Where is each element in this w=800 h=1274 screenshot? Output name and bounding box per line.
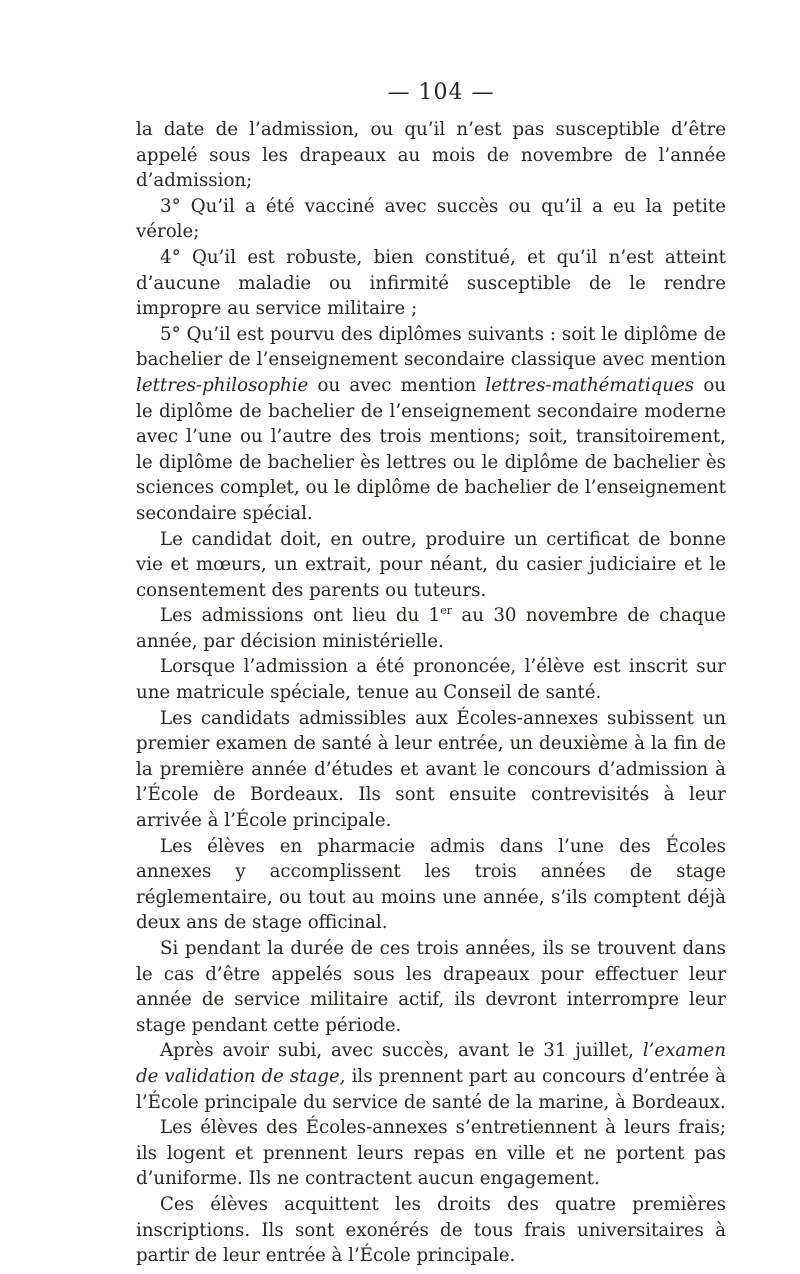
text-run: 5° Qu’il est pourvu des diplômes suivants : soit le diplôme de bachelier de l’enseignement secondaire classique avec mention [136,323,726,371]
text-run: Le candidat doit, en outre, produire un certificat de bonne vie et mœurs, un extrait, pour néant, du casier judiciaire et le consentement des parents ou tuteurs. [136,528,726,601]
text-run: la date de l’admission, ou qu’il n’est pas susceptible d’être appelé sous les drapeaux au mois de novembre de l’année d’admission; [136,119,726,192]
paragraph [136,1115,726,1192]
text-run: Les élèves des Écoles-annexes s’entretiennent à leurs frais; ils logent et prennent leurs repas en ville et ne portent pas d’uniforme. Ils ne contractent aucun engagement. [136,1117,726,1190]
text-run: Après avoir subi, avec succès, avant le 31 juillet, [160,1040,643,1062]
italic-text: lettres-philosophie [136,374,309,396]
text-run: Les admissions ont lieu du 1 [160,605,441,627]
paragraph [136,936,726,1038]
text-run: Les élèves en pharmacie admis dans l’une des Écoles annexes y accomplissent les trois années de stage réglementaire, ou tout au moins une année, s’ils comptent déjà deux ans de stage officinal. [136,835,726,934]
text-run: ou le diplôme de bachelier de l’enseignement secondaire moderne avec l’une ou l’autre des trois mentions; soit, transitoirement, le diplôme de bachelier ès lettres ou le diplôme de bachelier ès sciences complet, ou le diplôme de bachelier de l’enseignement secondaire spécial. [136,374,726,524]
text-run: Lorsque l’admission a été prononcée, l’élève est inscrit sur une matricule spéciale, tenue au Conseil de santé. [136,656,726,704]
paragraph [136,603,726,654]
paragraph [136,1192,726,1269]
body-text [136,117,726,1269]
paragraph [136,527,726,604]
paragraph [136,1038,726,1115]
text-run: Les candidats admissibles aux Écoles-annexes subissent un premier examen de santé à leur entrée, un deuxième à la fin de la première année d’études et avant le concours d’admission à l’École de Bordeaux. Ils sont ensuite contrevisités à leur arrivée à l’École principale. [136,707,726,832]
paragraph [136,322,726,527]
paragraph [136,834,726,936]
text-run: Si pendant la durée de ces trois années, ils se trouvent dans le cas d’être appelés sous les drapeaux pour effectuer leur année de service militaire actif, ils devront interrompre leur stage pendant cette période. [136,938,726,1036]
text-run: 4° Qu’il est robuste, bien constitué, et qu’il n’est atteint d’aucune maladie ou infirmité susceptible de le rendre impropre au service militaire ; [136,246,726,320]
paragraph [136,245,726,322]
page-number: — 104 — [387,80,495,105]
text-run: 3° Qu’il a été vacciné avec succès ou qu’il a eu la petite vérole; [136,195,726,243]
paragraph [136,117,726,194]
text-run: ou avec mention [308,374,486,396]
text-run: Ces élèves acquittent les droits des quatre premières inscriptions. Ils sont exonérés de tous frais universitaires à partir de leur entrée à l’École principale. [136,1193,726,1267]
paragraph [136,706,726,834]
italic-text: l’examen de validation de stage, [136,1040,726,1087]
paragraph [136,194,726,245]
paragraph [136,654,726,705]
text-run: ils prennent part au concours d’entrée à l’École principale du service de santé de la marine, à Bordeaux. [136,1065,726,1113]
text-run: au 30 novembre de chaque année, par décision ministérielle. [136,605,727,652]
italic-text: lettres-mathématiques [485,374,695,396]
superscript-text: er [440,604,452,618]
